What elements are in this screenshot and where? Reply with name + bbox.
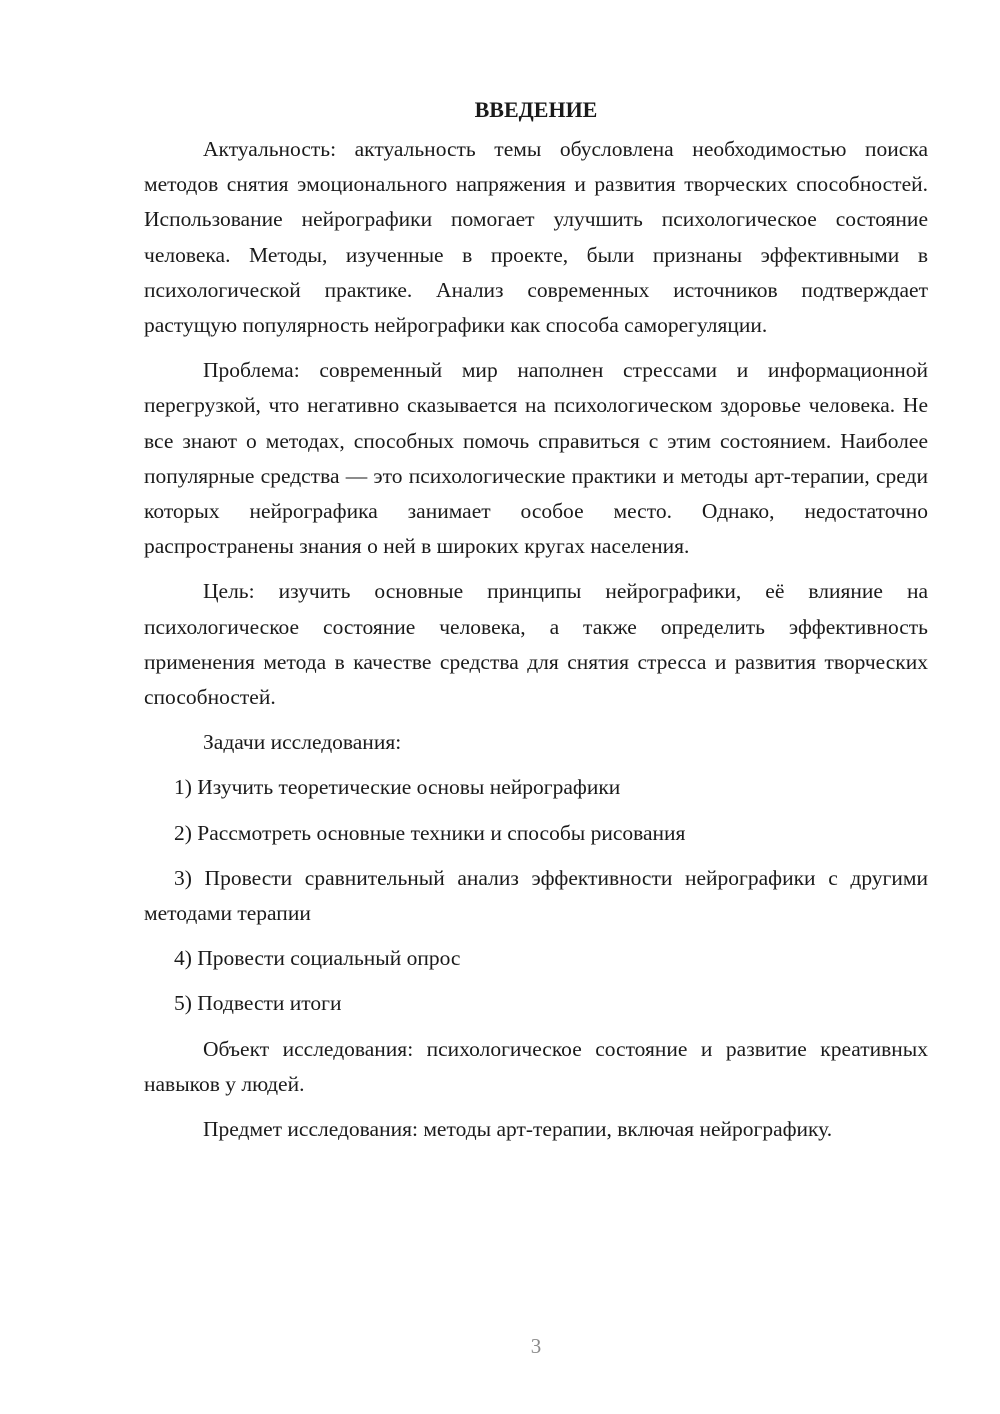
page-content — [144, 92, 928, 1157]
subject-paragraph: Предмет исследования: методы арт-терапии, включая нейрографику. — [203, 1117, 833, 1142]
list-item: 2) Рассмотреть основные техники и способы рисования — [174, 820, 686, 845]
list-item: 4) Провести социальный опрос — [174, 946, 461, 971]
tasks-intro: Задачи исследования: — [203, 730, 402, 755]
list-item: 5) Подвести итоги — [174, 991, 342, 1016]
list-item: 3) Провести сравнительный анализ эффективности нейрографики с другими методами терапии — [144, 865, 928, 926]
page-title: ВВЕДЕНИЕ — [474, 97, 598, 122]
tasks-list — [144, 770, 928, 1021]
relevance-paragraph: Актуальность: актуальность темы обусловлена необходимостью поиска методов снятия эмоционального напряжения и развития творческих способностей. Использование нейрографики помогает улучшить психологическое состояние человека. Методы, изученные в проекте, были признаны эффективными в психологической практике. Анализ современных источников подтверждает растущую популярность нейрографики как способа саморегуляции. — [144, 137, 928, 338]
page-number: 3 — [530, 1334, 542, 1358]
problem-paragraph: Проблема: современный мир наполнен стрессами и информационной перегрузкой, что негативно сказывается на психологическом здоровье человека. Не все знают о методах, способных помочь справиться с этим состоянием. Наиболее популярные средства — это психологические практики и методы арт-терапии, среди которых нейрографика занимает особое место. Однако, недостаточно распространены знания о ней в широких кругах населения. — [144, 358, 928, 559]
object-paragraph: Объект исследования: психологическое состояние и развитие креативных навыков у людей. — [144, 1036, 928, 1096]
goal-paragraph: Цель: изучить основные принципы нейрографики, её влияние на психологическое состояние человека, а также определить эффективность применения метода в качестве средства для снятия стресса и развития творческих способностей. — [144, 579, 928, 710]
list-item: 1) Изучить теоретические основы нейрографики — [174, 775, 621, 800]
